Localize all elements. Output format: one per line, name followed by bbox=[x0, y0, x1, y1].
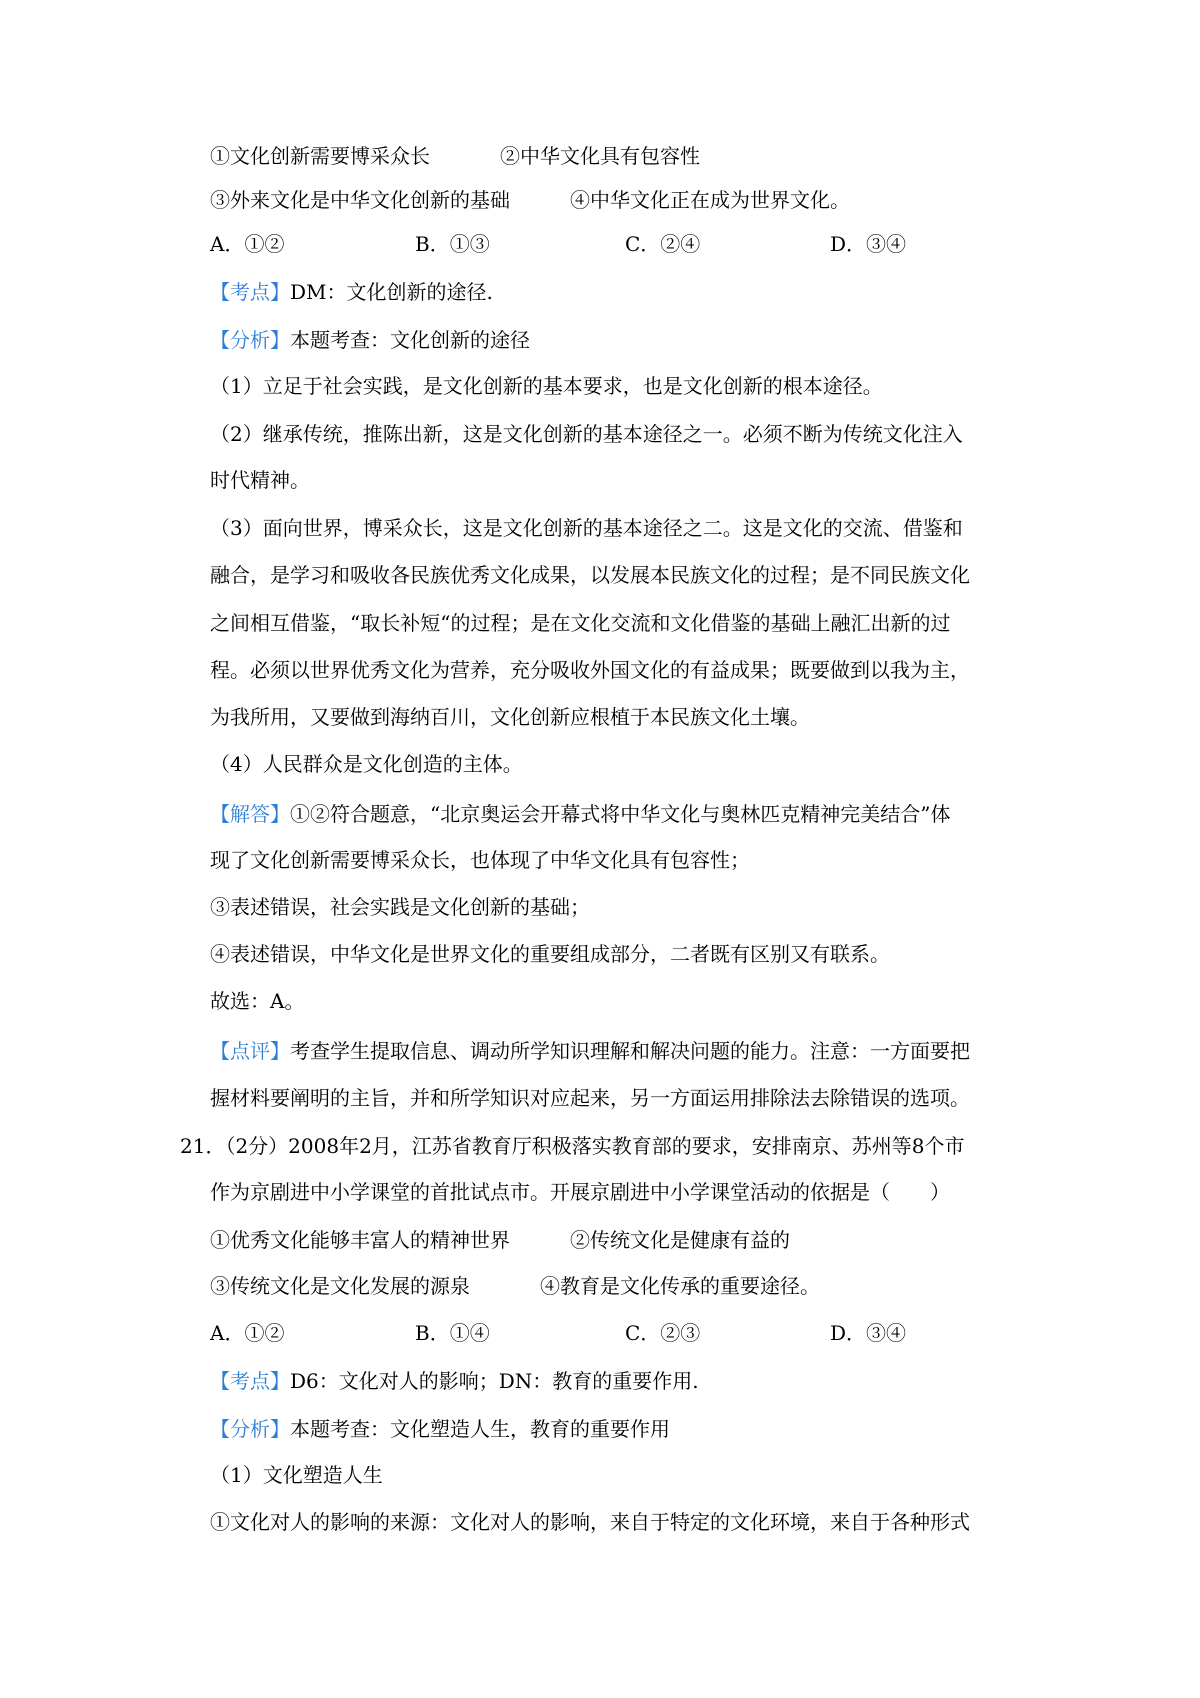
statement-4: ④教育是文化传承的重要途径。 bbox=[540, 1274, 820, 1298]
statement-row bbox=[210, 1226, 790, 1254]
fenxi-text: 本题考查：文化塑造人生，教育的重要作用 bbox=[290, 1417, 670, 1441]
option-b: B．①③ bbox=[415, 232, 490, 256]
question-21-stem: 作为京剧进中小学课堂的首批试点市。开展京剧进中小学课堂活动的依据是（ ） bbox=[210, 1180, 950, 1204]
option-d: D．③④ bbox=[830, 232, 907, 256]
statement-4: ④中华文化正在成为世界文化。 bbox=[570, 188, 850, 212]
statement-2: ②中华文化具有包容性 bbox=[500, 144, 700, 168]
statement-row bbox=[210, 142, 700, 170]
analysis-line: 程。必须以世界优秀文化为营养，充分吸收外国文化的有益成果；既要做到以我为主， bbox=[210, 658, 970, 682]
fenxi-line bbox=[210, 1415, 670, 1443]
analysis-line: （1）立足于社会实践，是文化创新的基本要求，也是文化创新的根本途径。 bbox=[210, 374, 883, 398]
jieda-line bbox=[210, 800, 950, 828]
kaodian-tag: 【考点】 bbox=[210, 1369, 290, 1393]
statement-2: ②传统文化是健康有益的 bbox=[570, 1228, 790, 1252]
fenxi-text: 本题考查：文化创新的途径 bbox=[290, 328, 530, 352]
jieda-line: ③表述错误，社会实践是文化创新的基础； bbox=[210, 895, 590, 919]
analysis-line: 时代精神。 bbox=[210, 468, 310, 492]
question-text: （2分）2008年2月，江苏省教育厅积极落实教育部的要求，安排南京、苏州等8个市 bbox=[225, 1134, 965, 1158]
jieda-line: 现了文化创新需要博采众长，也体现了中华文化具有包容性； bbox=[210, 848, 750, 872]
dianping-line bbox=[210, 1037, 970, 1065]
fenxi-tag: 【分析】 bbox=[210, 328, 290, 352]
analysis-line: 融合，是学习和吸收各民族优秀文化成果，以发展本民族文化的过程；是不同民族文化 bbox=[210, 563, 970, 587]
dianping-line: 握材料要阐明的主旨，并和所学知识对应起来，另一方面运用排除法去除错误的选项。 bbox=[210, 1086, 970, 1110]
analysis-line: 为我所用，又要做到海纳百川，文化创新应根植于本民族文化土壤。 bbox=[210, 705, 810, 729]
option-d: D．③④ bbox=[830, 1321, 907, 1345]
jieda-text: ①②符合题意，“北京奥运会开幕式将中华文化与奥林匹克精神完美结合”体 bbox=[290, 802, 951, 826]
option-a: A．①② bbox=[210, 232, 285, 256]
kaodian-text: D6：文化对人的影响；DN：教育的重要作用. bbox=[290, 1369, 699, 1393]
jieda-tag: 【解答】 bbox=[210, 802, 290, 826]
dianping-text: 考查学生提取信息、调动所学知识理解和解决问题的能力。注意：一方面要把 bbox=[290, 1039, 970, 1063]
statement-3: ③外来文化是中华文化创新的基础 bbox=[210, 188, 510, 212]
dianping-tag: 【点评】 bbox=[210, 1039, 290, 1063]
kaodian-line bbox=[210, 278, 493, 306]
answer-line: 故选：A。 bbox=[210, 989, 305, 1013]
analysis-line: ①文化对人的影响的来源：文化对人的影响，来自于特定的文化环境，来自于各种形式 bbox=[210, 1510, 970, 1534]
kaodian-line bbox=[210, 1367, 699, 1395]
fenxi-line bbox=[210, 326, 530, 354]
statement-3: ③传统文化是文化发展的源泉 bbox=[210, 1274, 470, 1298]
analysis-line: （1）文化塑造人生 bbox=[210, 1463, 383, 1487]
question-21-stem bbox=[180, 1132, 965, 1160]
statement-row bbox=[210, 186, 850, 214]
jieda-line: ④表述错误，中华文化是世界文化的重要组成部分，二者既有区别又有联系。 bbox=[210, 942, 890, 966]
statement-1: ①文化创新需要博采众长 bbox=[210, 144, 430, 168]
analysis-line: 之间相互借鉴，“取长补短“的过程；是在文化交流和文化借鉴的基础上融汇出新的过 bbox=[210, 611, 951, 635]
analysis-line: （3）面向世界，博采众长，这是文化创新的基本途径之二。这是文化的交流、借鉴和 bbox=[210, 516, 963, 540]
option-b: B．①④ bbox=[415, 1321, 490, 1345]
kaodian-text: DM：文化创新的途径. bbox=[290, 280, 493, 304]
kaodian-tag: 【考点】 bbox=[210, 280, 290, 304]
fenxi-tag: 【分析】 bbox=[210, 1417, 290, 1441]
option-c: C．②④ bbox=[625, 232, 701, 256]
statement-1: ①优秀文化能够丰富人的精神世界 bbox=[210, 1228, 510, 1252]
analysis-line: （4）人民群众是文化创造的主体。 bbox=[210, 752, 523, 776]
analysis-line: （2）继承传统，推陈出新，这是文化创新的基本途径之一。必须不断为传统文化注入 bbox=[210, 422, 963, 446]
option-a: A．①② bbox=[210, 1321, 285, 1345]
statement-row bbox=[210, 1272, 820, 1300]
question-number: 21． bbox=[180, 1134, 226, 1158]
option-c: C．②③ bbox=[625, 1321, 701, 1345]
